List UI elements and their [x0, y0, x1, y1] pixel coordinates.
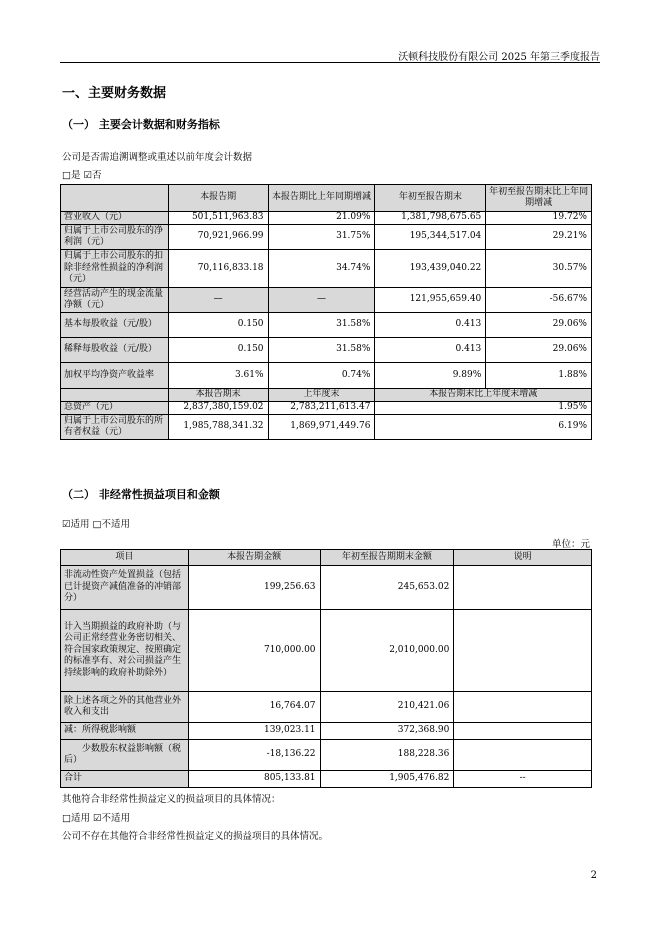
row-label: 非流动性资产处置损益（包括已计提资产减值准备的冲销部分） [61, 566, 189, 610]
table-row [61, 363, 592, 389]
restate-answer: □是 ☑否 [62, 170, 102, 181]
table-row [61, 415, 592, 440]
cell-value: 0.413 [375, 338, 486, 363]
table-row [61, 402, 592, 415]
cell-value: 195,344,517.04 [375, 225, 486, 250]
row-label: 稀释每股收益（元/股） [61, 338, 169, 363]
cell-value: 16,764.07 [188, 692, 320, 723]
cell-value: — [268, 288, 375, 313]
cell-value: 139,023.11 [188, 723, 320, 740]
cell-value: -18,136.22 [188, 740, 320, 771]
row-label: 基本每股收益（元/股） [61, 313, 169, 338]
cell-value: 1,381,798,675.65 [375, 212, 486, 225]
header-cell [61, 389, 169, 402]
table-header-row [61, 550, 592, 566]
table-row [61, 250, 592, 288]
cell-value: 6.19% [375, 415, 592, 440]
table-row [61, 692, 592, 723]
cell-value: 0.150 [168, 338, 268, 363]
row-label: 营业收入（元） [61, 212, 169, 225]
cell-value: 1,985,788,341.32 [168, 415, 268, 440]
cell-value: 34.74% [268, 250, 375, 288]
applicable-status: ☑适用 □不适用 [62, 519, 131, 530]
cell-value: 70,116,833.18 [168, 250, 268, 288]
row-label: 计入当期损益的政府补助（与公司正常经营业务密切相关、符合国家政策规定、按照确定的标准享有、对公司损益产生持续影响的政府补助除外） [61, 610, 189, 692]
cell-value [454, 566, 592, 610]
cell-value: 30.57% [486, 250, 592, 288]
subsection-title-2: （二） 非经常性损益项目和金额 [62, 488, 220, 501]
cell-value: 245,653.02 [320, 566, 454, 610]
row-label: 经营活动产生的现金流量净额（元） [61, 288, 169, 313]
financial-data-table [60, 184, 592, 440]
header-cell [61, 185, 169, 212]
cell-value: 9.89% [375, 363, 486, 389]
header-cell: 本报告期比上年同期增减 [268, 185, 375, 212]
header-cell: 本报告期末比上年度末增减 [375, 389, 592, 402]
header-cell: 年初至报告期期末金额 [320, 550, 454, 566]
cell-value [454, 740, 592, 771]
cell-value: 2,783,211,613.47 [268, 402, 375, 415]
cell-value: 1.88% [486, 363, 592, 389]
cell-value: 1,905,476.82 [320, 771, 454, 788]
table-row [61, 566, 592, 610]
other-items-note: 其他符合非经常性损益定义的损益项目的具体情况： [62, 794, 281, 805]
non-recurring-items-table [60, 549, 592, 788]
header-cell: 本报告期 [168, 185, 268, 212]
cell-value: 29.06% [486, 313, 592, 338]
table-row [61, 740, 592, 771]
cell-value: 1.95% [375, 402, 592, 415]
cell-value: 501,511,963.83 [168, 212, 268, 225]
table-total-row [61, 771, 592, 788]
cell-value: 70,921,966.99 [168, 225, 268, 250]
cell-value: 0.74% [268, 363, 375, 389]
table-subheader-row [61, 389, 592, 402]
cell-value: 199,256.63 [188, 566, 320, 610]
cell-value: 3.61% [168, 363, 268, 389]
cell-value: 805,133.81 [188, 771, 320, 788]
table-row [61, 723, 592, 740]
cell-value: 2,837,380,159.02 [168, 402, 268, 415]
cell-value: 0.150 [168, 313, 268, 338]
cell-value [454, 610, 592, 692]
row-label: 归属于上市公司股东的净利润（元） [61, 225, 169, 250]
page-header: 沃顿科技股份有限公司 2025 年第三季度报告 [398, 52, 600, 63]
cell-value: -56.67% [486, 288, 592, 313]
cell-value: 0.413 [375, 313, 486, 338]
cell-value: 710,000.00 [188, 610, 320, 692]
cell-value: 121,955,659.40 [375, 288, 486, 313]
row-label: 除上述各项之外的其他营业外收入和支出 [61, 692, 189, 723]
cell-value: 31.58% [268, 338, 375, 363]
cell-value: — [168, 288, 268, 313]
cell-value: 31.75% [268, 225, 375, 250]
cell-value [454, 723, 592, 740]
cell-value: -- [454, 771, 592, 788]
table-header-row [61, 185, 592, 212]
row-label: 归属于上市公司股东的所有者权益（元） [61, 415, 169, 440]
table-row [61, 338, 592, 363]
row-label: 减：所得税影响额 [61, 723, 189, 740]
row-label: 少数股东权益影响额（税后） [61, 740, 189, 771]
header-cell: 年初至报告期末 [375, 185, 486, 212]
other-applicable-status: □适用 ☑不适用 [62, 813, 131, 824]
section-title: 一、主要财务数据 [62, 86, 167, 101]
header-cell: 上年度末 [268, 389, 375, 402]
header-cell: 说明 [454, 550, 592, 566]
cell-value: 188,228.36 [320, 740, 454, 771]
cell-value: 19.72% [486, 212, 592, 225]
table-row [61, 610, 592, 692]
row-label: 总资产（元） [61, 402, 169, 415]
page-number: 2 [590, 870, 597, 881]
unit-label: 单位：元 [551, 539, 590, 550]
cell-value: 1,869,971,449.76 [268, 415, 375, 440]
table-row [61, 288, 592, 313]
cell-value: 29.06% [486, 338, 592, 363]
table-row [61, 225, 592, 250]
header-divider [60, 62, 600, 63]
restate-question: 公司是否需追溯调整或重述以前年度会计数据 [62, 152, 253, 163]
cell-value: 372,368.90 [320, 723, 454, 740]
table-row [61, 313, 592, 338]
header-cell: 项目 [61, 550, 189, 566]
cell-value: 2,010,000.00 [320, 610, 454, 692]
header-cell: 年初至报告期末比上年同期增减 [486, 185, 592, 212]
row-label: 加权平均净资产收益率 [61, 363, 169, 389]
cell-value [454, 692, 592, 723]
header-cell: 本报告期金额 [188, 550, 320, 566]
cell-value: 29.21% [486, 225, 592, 250]
row-label: 合计 [61, 771, 189, 788]
subsection-title-1: （一） 主要会计数据和财务指标 [62, 118, 220, 131]
other-items-statement: 公司不存在其他符合非经常性损益定义的损益项目的具体情况。 [62, 831, 329, 842]
table-row [61, 212, 592, 225]
cell-value: 31.58% [268, 313, 375, 338]
cell-value: 193,439,040.22 [375, 250, 486, 288]
cell-value: 210,421.06 [320, 692, 454, 723]
cell-value: 21.09% [268, 212, 375, 225]
header-cell: 本报告期末 [168, 389, 268, 402]
row-label: 归属于上市公司股东的扣除非经常性损益的净利润（元） [61, 250, 169, 288]
